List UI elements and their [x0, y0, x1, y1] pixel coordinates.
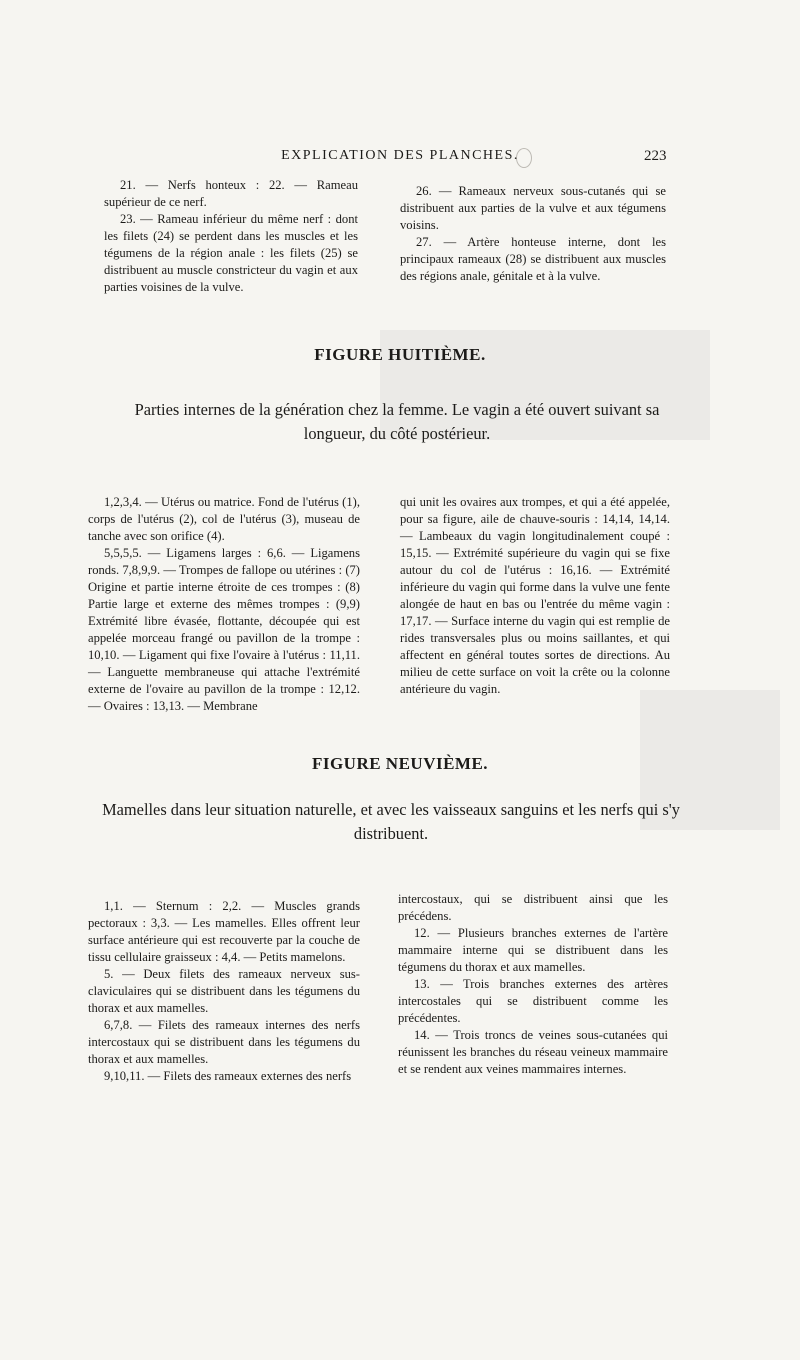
- paragraph: 1,2,3,4. — Utérus ou matrice. Fond de l'utérus (1), corps de l'utérus (2), col de l'utérus (3), museau de tanche avec son orifice (4).: [88, 495, 360, 543]
- figure-9-left-column: [88, 898, 360, 1085]
- top-right-column: [400, 183, 666, 285]
- figure-8-left-column: [88, 494, 360, 715]
- figure-8-title: FIGURE HUITIÈME.: [314, 345, 486, 364]
- paragraph: 21. — Nerfs honteux : 22. — Rameau supérieur de ce nerf.: [104, 178, 358, 209]
- paragraph: 1,1. — Sternum : 2,2. — Muscles grands pectoraux : 3,3. — Les mamelles. Elles offrent leur surface antérieure qui est recouverte par la couche de tissu cellulaire graisseux : 4,4. — Petits mamelons.: [88, 899, 360, 964]
- paragraph: 5,5,5,5. — Ligamens larges : 6,6. — Ligamens ronds. 7,8,9,9. — Trompes de fallope ou utérines : (7) Origine et partie interne étroite de ces trompes : (8) Partie large et externe des mêmes trompes : (9,9) Extrémité libre évasée, flottante, découpée qui est appelée morceau frangé ou pavillon de la trompe : 10,10. — Ligament qui fixe l'ovaire à l'utérus : 11,11. — Languette membraneuse qui attache l'extrémité externe de l'ovaire au pavillon de la trompe : 12,12. — Ovaires : 13,13. — Membrane: [88, 546, 360, 713]
- figure-9-title: FIGURE NEUVIÈME.: [311, 754, 489, 773]
- paragraph: 5. — Deux filets des rameaux nerveux sus-claviculaires qui se distribuent dans les tégumens du thorax et aux mamelles.: [88, 967, 360, 1015]
- paragraph: 12. — Plusieurs branches externes de l'artère mammaire interne qui se distribuent dans les tégumens du thorax et aux mamelles.: [398, 926, 668, 974]
- paragraph: 14. — Trois troncs de veines sous-cutanées qui réunissent les branches du réseau veineux mammaire et se rendent aux veines mammaires internes.: [398, 1028, 668, 1076]
- paragraph: 9,10,11. — Filets des rameaux externes des nerfs: [104, 1069, 352, 1083]
- running-head: EXPLICATION DES PLANCHES.: [281, 148, 519, 163]
- figure-9-right-column: [398, 891, 668, 1078]
- paragraph: intercostaux, qui se distribuent ainsi que les précédens.: [398, 892, 668, 923]
- top-left-column: [104, 177, 358, 296]
- figure-8-right-column: [400, 494, 670, 698]
- figure-8-caption: Parties internes de la génération chez la femme. Le vagin a été ouvert suivant sa longueur, du côté postérieur.: [134, 400, 660, 443]
- paragraph: 6,7,8. — Filets des rameaux internes des nerfs intercostaux qui se distribuent dans les tégumens du thorax et aux mamelles.: [88, 1018, 360, 1066]
- paragraph: 26. — Rameaux nerveux sous-cutanés qui se distribuent aux parties de la vulve et aux tégumens voisins.: [400, 184, 666, 232]
- paragraph: 13. — Trois branches externes des artères intercostales qui se distribuent comme les précédentes.: [398, 977, 668, 1025]
- paragraph: 27. — Artère honteuse interne, dont les principaux rameaux (28) se distribuent aux muscles des régions anale, génitale et à la vulve.: [400, 235, 666, 283]
- paragraph: 23. — Rameau inférieur du même nerf : dont les filets (24) se perdent dans les muscles et les tégumens de la région anale : les filets (25) se distribuent au muscle constricteur du vagin et aux parties voisines de la vulve.: [104, 212, 358, 294]
- figure-9-caption: Mamelles dans leur situation naturelle, et avec les vaisseaux sanguins et les nerfs qui s'y distribuent.: [102, 800, 680, 843]
- page-number: 223: [644, 148, 667, 164]
- paragraph: qui unit les ovaires aux trompes, et qui a été appelée, pour sa figure, aile de chauve-souris : 14,14, 14,14. — Lambeaux du vagin longitudinalement coupé : 15,15. — Extrémité supérieure du vagin qui se fixe autour du col de l'utérus : 16,16. — Extrémité inférieure du vagin qui forme dans la vulve une fente alongée de haut en bas ou l'entrée du même vagin : 17,17. — Surface interne du vagin qui est remplie de rides transversales plus ou moins saillantes, et qui affectent en général toutes sortes de directions. Au milieu de cette surface on voit la crête ou la colonne antérieure du vagin.: [400, 495, 670, 696]
